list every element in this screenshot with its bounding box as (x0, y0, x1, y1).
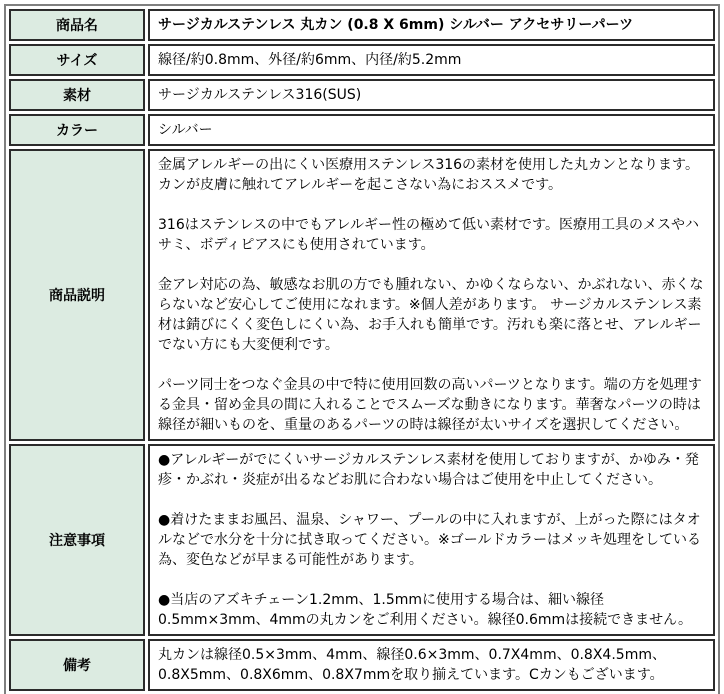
spec-row-size (9, 44, 715, 76)
row-label-description: 商品説明 (9, 149, 145, 441)
product-spec-table-body (9, 9, 715, 691)
row-label-precautions: 注意事項 (9, 444, 145, 636)
spec-row-material (9, 79, 715, 111)
spec-row-product-name (9, 9, 715, 41)
spec-row-precautions (9, 444, 715, 636)
paragraph: 金属アレルギーの出にくい医療用ステンレス316の素材を使用した丸カンとなります。カンが皮膚に触れてアレルギーを起こさない為におススメです。 (158, 157, 699, 193)
row-label-product-name: 商品名 (9, 9, 145, 41)
row-value-text (158, 450, 705, 630)
row-value-notes: 丸カンは線径0.5×3mm、4mm、線径0.6×3mm、0.7X4mm、0.8X4.5mm、0.8X5mm、0.8X6mm、0.8X7mmを取り揃えています。Cカンもございます。 (148, 639, 715, 691)
paragraph: 金アレ対応の為、敏感なお肌の方でも腫れない、かゆくならない、かぶれない、赤くならないなど安心してご使用になれます。※個人差があります。 サージカルステンレス素材は錆びにくく変色しにくい為、お手入れも簡単です。汚れも楽に落とせ、アレルギーでない方にも大変便利です。 (158, 277, 704, 353)
row-value-product-name: サージカルステンレス 丸カン (0.8 X 6mm) シルバー アクセサリーパーツ (148, 9, 715, 41)
row-value-color: シルバー (148, 114, 715, 146)
spec-row-color (9, 114, 715, 146)
row-label-material: 素材 (9, 79, 145, 111)
spec-row-notes (9, 639, 715, 691)
paragraph: 316はステンレスの中でもアレルギー性の極めて低い素材です。医療用工具のメスやハサミ、ボディピアスにも使用されています。 (158, 217, 699, 253)
spec-row-description (9, 149, 715, 441)
row-value-precautions (148, 444, 715, 636)
paragraph: ●当店のアズキチェーン1.2mm、1.5mmに使用する場合は、細い線径0.5mm×3mm、4mmの丸カンをご利用ください。線径0.6mmは接続できません。 (158, 592, 693, 628)
product-spec-table (4, 4, 720, 694)
paragraph: パーツ同士をつなぐ金具の中で特に使用回数の高いパーツとなります。端の方を処理する金具・留め金具の間に入れることでスムーズな動きになります。華奢なパーツの時は線径が細いものを、重量のあるパーツの時は線径が太いサイズを選択してください。 (158, 377, 702, 433)
row-value-material: サージカルステンレス316(SUS) (148, 79, 715, 111)
row-value-text (158, 155, 705, 435)
row-value-description (148, 149, 715, 441)
paragraph: ●着けたままお風呂、温泉、シャワー、プールの中に入れますが、上がった際にはタオルなどで水分を十分に拭き取ってください。※ゴールドカラーはメッキ処理をしている為、変色などが早まる可能性があります。 (158, 512, 702, 568)
row-value-size: 線径/約0.8mm、外径/約6mm、内径/約5.2mm (148, 44, 715, 76)
row-label-notes: 備考 (9, 639, 145, 691)
paragraph: ●アレルギーがでにくいサージカルステンレス素材を使用しておりますが、かゆみ・発疹・かぶれ・炎症が出るなどお肌に合わない場合はご使用を中止してください。 (158, 452, 699, 488)
row-label-size: サイズ (9, 44, 145, 76)
row-label-color: カラー (9, 114, 145, 146)
